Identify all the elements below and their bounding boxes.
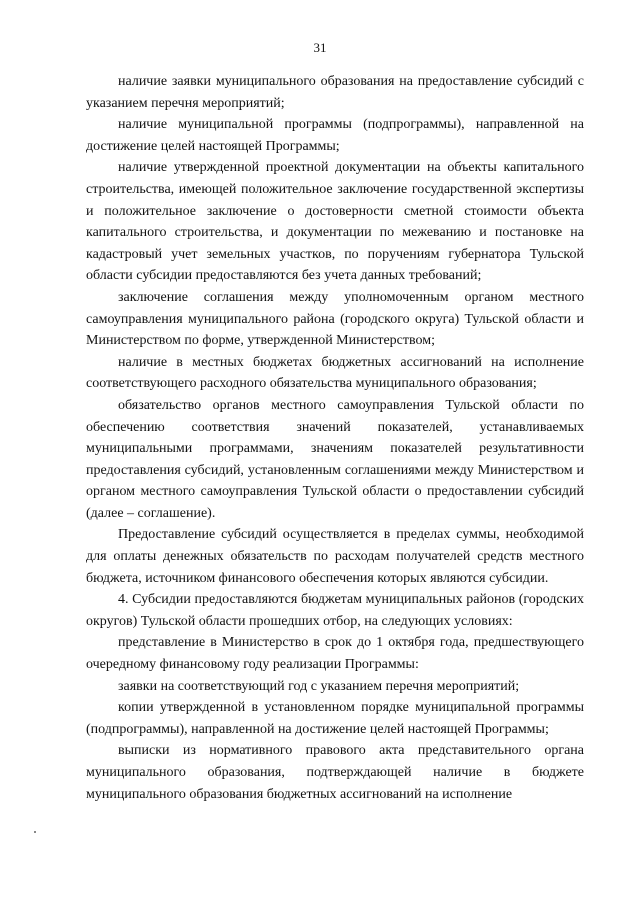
paragraph-agreement-condition: заключение соглашения между уполномоченным органом местного самоуправления муниципального района (городского округа) Тульской области и Министерством по форме, утвержденной Министерством; [86,289,584,349]
paragraph-project-documentation-condition: наличие утвержденной проектной документации на объекты капитального строительства, имеющей положительное заключение государственной экспертизы и положительное заключение о достоверности сметной стоимости объекта капитального строительства, и документации по межеванию и постановке на кадастровый учет земельных участков, по поручениям губернатора Тульской области субсидии предоставляются без учета данных требований; [86,160,584,284]
paragraph-application-condition: наличие заявки муниципального образования на предоставление субсидий с указанием перечня мероприятий; [86,74,584,111]
paragraph-budget-allocation-condition: наличие в местных бюджетах бюджетных ассигнований на исполнение соответствующего расходного обязательства муниципального образования; [86,354,584,392]
page-number: 31 [313,40,327,55]
paragraph-municipal-program-condition: наличие муниципальной программы (подпрограммы), направленной на достижение целей настоящей Программы; [86,117,584,154]
paragraph-subsidy-limit: Предоставление субсидий осуществляется в пределах суммы, необходимой для оплаты денежных обязательств по расходам получателей средств местного бюджета, источником финансового обеспечения которых являются субсидии. [86,527,584,586]
scan-speck [34,831,36,833]
document-body [86,71,584,805]
paragraph-obligation-condition: обязательство органов местного самоуправления Тульской области по обеспечению соответствия значений показателей, устанавливаемых муниципальными программами, значениям показателей результативности предоставления субсидий, установленным соглашениями между Министерством и органом местного самоуправления Тульской области о предоставлении субсидий (далее – соглашение). [86,397,584,521]
paragraph-section-4-intro: 4. Субсидии предоставляются бюджетам муниципальных районов (городских округов) Тульской области прошедших отбор, на следующих условиях: [86,592,584,629]
paragraph-legal-act-extract: выписки из нормативного правового акта представительного органа муниципального образования, подтверждающей наличие в бюджете муниципального образования бюджетных ассигнований на исполнение [86,743,584,802]
paragraph-submission-deadline: представление в Министерство в срок до 1 октября года, предшествующего очередному финансовому году реализации Программы: [86,635,584,673]
paragraph-annual-application: заявки на соответствующий год с указанием перечня мероприятий; [118,678,520,694]
paragraph-program-copy: копии утвержденной в установленном порядке муниципальной программы (подпрограммы), направленной на достижение целей настоящей Программы; [86,700,584,737]
